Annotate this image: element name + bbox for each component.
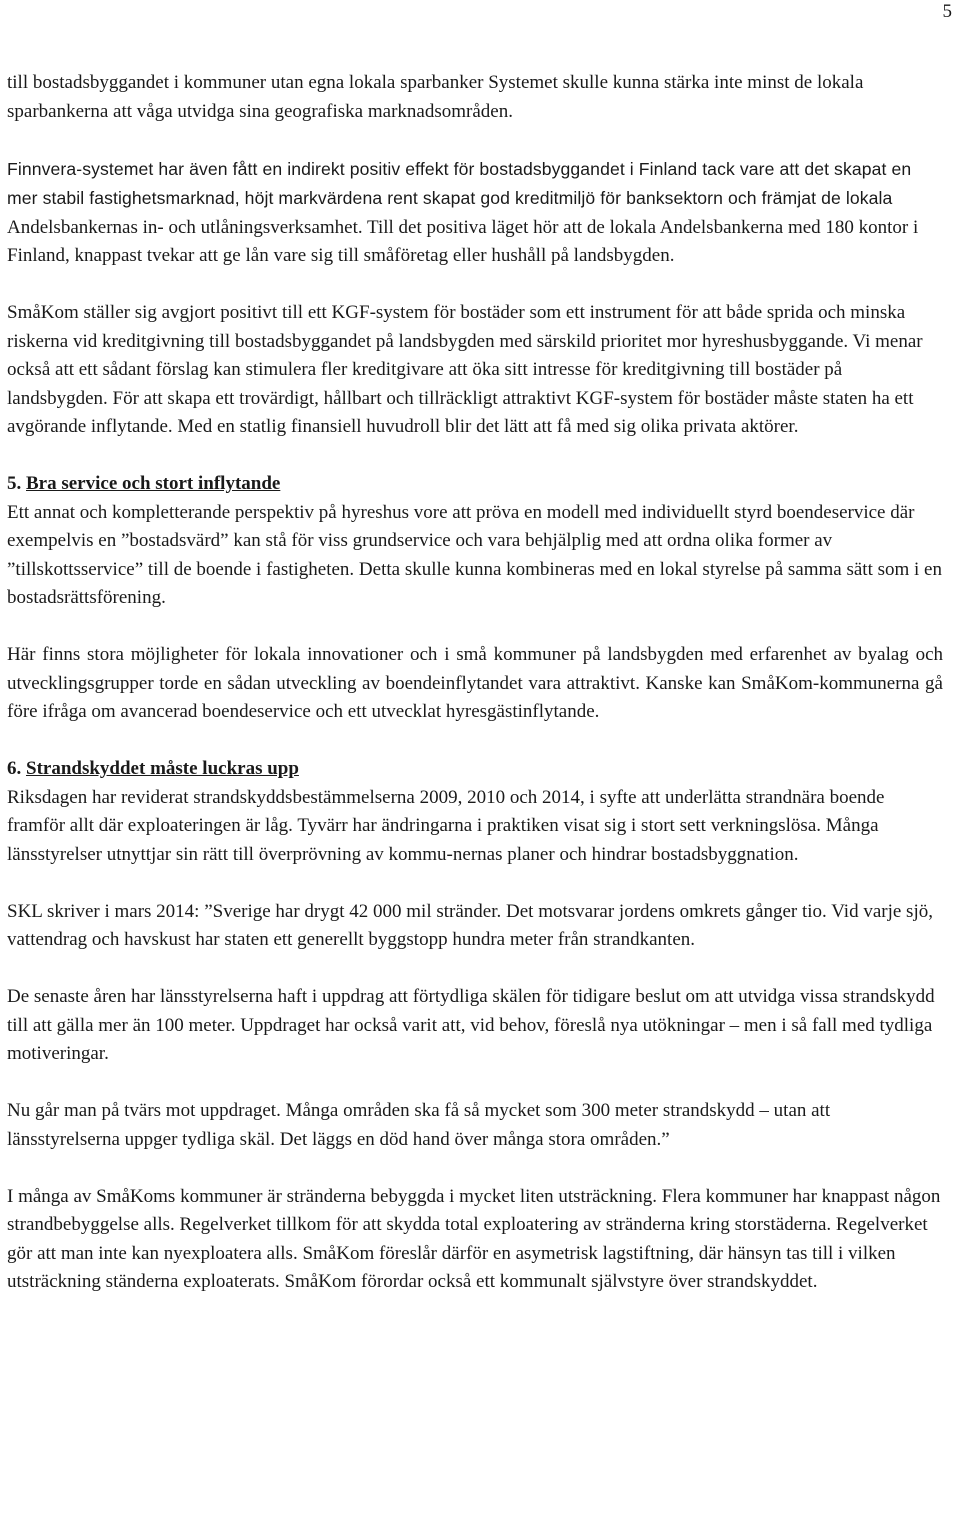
section-heading-6 — [7, 755, 943, 784]
paragraph: till bostadsbyggandet i kommuner utan egna lokala sparbanker Systemet skulle kunna stärka inte minst de lokala sparbankerna att våga utvidga sina geografiska marknadsområden. — [7, 72, 864, 122]
paragraph: Riksdagen har reviderat strandskyddsbestämmelserna 2009, 2010 och 2014, i syfte att underlätta strandnära boende framför allt där exploateringen är låg. Tyvärr har ändringarna i praktiken visat sig i stort sett verkningslösa. Många länsstyrelser utnyttjar sin rätt till överprövning av kommu-nernas planer och hindrar bostadsbyggnation. — [7, 786, 885, 865]
paragraph-sans-part: Finnvera-systemet har även fått en indirekt positiv effekt för bostadsbyggandet i Finland tack vare att det skapat en mer stabil fastighetsmarknad, höjt markvärdena rent skapat god kreditmiljö för banksektorn och främjat de lokala — [7, 158, 912, 208]
section-heading-5 — [7, 470, 943, 499]
page-number: 5 — [942, 1, 952, 22]
paragraph: I många av SmåKoms kommuner är stränderna bebyggda i mycket liten utsträckning. Flera kommuner har knappast någon strandbebyggelse alls. Regelverket tillkom för att skydda total exploatering av stränderna kring storstäderna. Regelverket gör att man inte kan nyexploatera alls. SmåKom föreslår därför en asymetrisk lagstiftning, där hänsyn tas till i vilken utsträckning ständerna exploaterats. SmåKom förordar också ett kommunalt självstyre över strandskyddet. — [7, 1185, 941, 1292]
document-body — [7, 69, 943, 1325]
paragraph: Här finns stora möjligheter för lokala innovationer och i små kommuner på landsbygden med erfarenhet av byalag och utvecklingsgrupper torde en sådan utveckling av boendeinflytandet vara attraktivt. Kanske kan SmåKom-kommunerna gå före ifråga om avancerad boendeservice och ett utvecklat hyresgästinflytande. — [7, 644, 943, 722]
section-number: 5. — [7, 473, 26, 494]
paragraph-finnvera — [7, 155, 943, 271]
paragraph: De senaste åren har länsstyrelserna haft i uppdrag att förtydliga skälen för tidigare beslut om att utvidga vissa strandskydd till att gälla mer än 100 meter. Uppdraget har också varit att, vid behov, föreslå nya utökningar – men i så fall med tydliga motiveringar. — [7, 986, 935, 1064]
paragraph: SKL skriver i mars 2014: ”Sverige har drygt 42 000 mil stränder. Det motsvarar jordens omkrets gånger tio. Vid varje sjö, vattendrag och havskust har staten ett generellt byggstopp hundra meter från strandkanten. — [7, 900, 933, 950]
paragraph: Nu går man på tvärs mot uppdraget. Många områden ska få så mycket som 300 meter strandskydd – utan att länsstyrelserna uppger tydliga skäl. Det läggs en död hand över många stora områden.” — [7, 1100, 831, 1150]
paragraph: Ett annat och kompletterande perspektiv på hyreshus vore att pröva en modell med individuellt styrd boendeservice där exempelvis en ”bostadsvärd” kan stå för viss grundservice och vara behjälplig med att ordna olika former av ”tillskottsservice” till de boende i fastigheten. Detta skulle kunna kombineras med en lokal styrelse på samma sätt som i en bostadsrättsförening. — [7, 501, 942, 608]
paragraph-serif-part: Andelsbankernas in- och utlåningsverksamhet. Till det positiva läget hör att de lokala Andelsbankerna med 180 kontor i Finland, knappast tvekar att ge lån vare sig till småföretag eller hushåll på landsbygden. — [7, 216, 919, 266]
section-title: Bra service och stort inflytande — [26, 473, 281, 494]
section-number: 6. — [7, 758, 26, 779]
section-title: Strandskyddet måste luckras upp — [26, 758, 299, 779]
paragraph: SmåKom ställer sig avgjort positivt till ett KGF-system för bostäder som ett instrument för att både sprida och minska riskerna vid kreditgivning till bostadsbyggandet på landsbygden med särskild prioritet mor hyreshusbyggande. Vi menar också att ett sådant förslag kan stimulera fler kreditgivare att öka sitt intresse för kreditgivning till bostäder på landsbygden. För att skapa ett trovärdigt, hållbart och tillräckligt attraktivt KGF-system för bostäder måste staten ha ett avgörande inflytande. Med en statlig finansiell huvudroll blir det lätt att få med sig olika privata aktörer. — [7, 302, 923, 437]
